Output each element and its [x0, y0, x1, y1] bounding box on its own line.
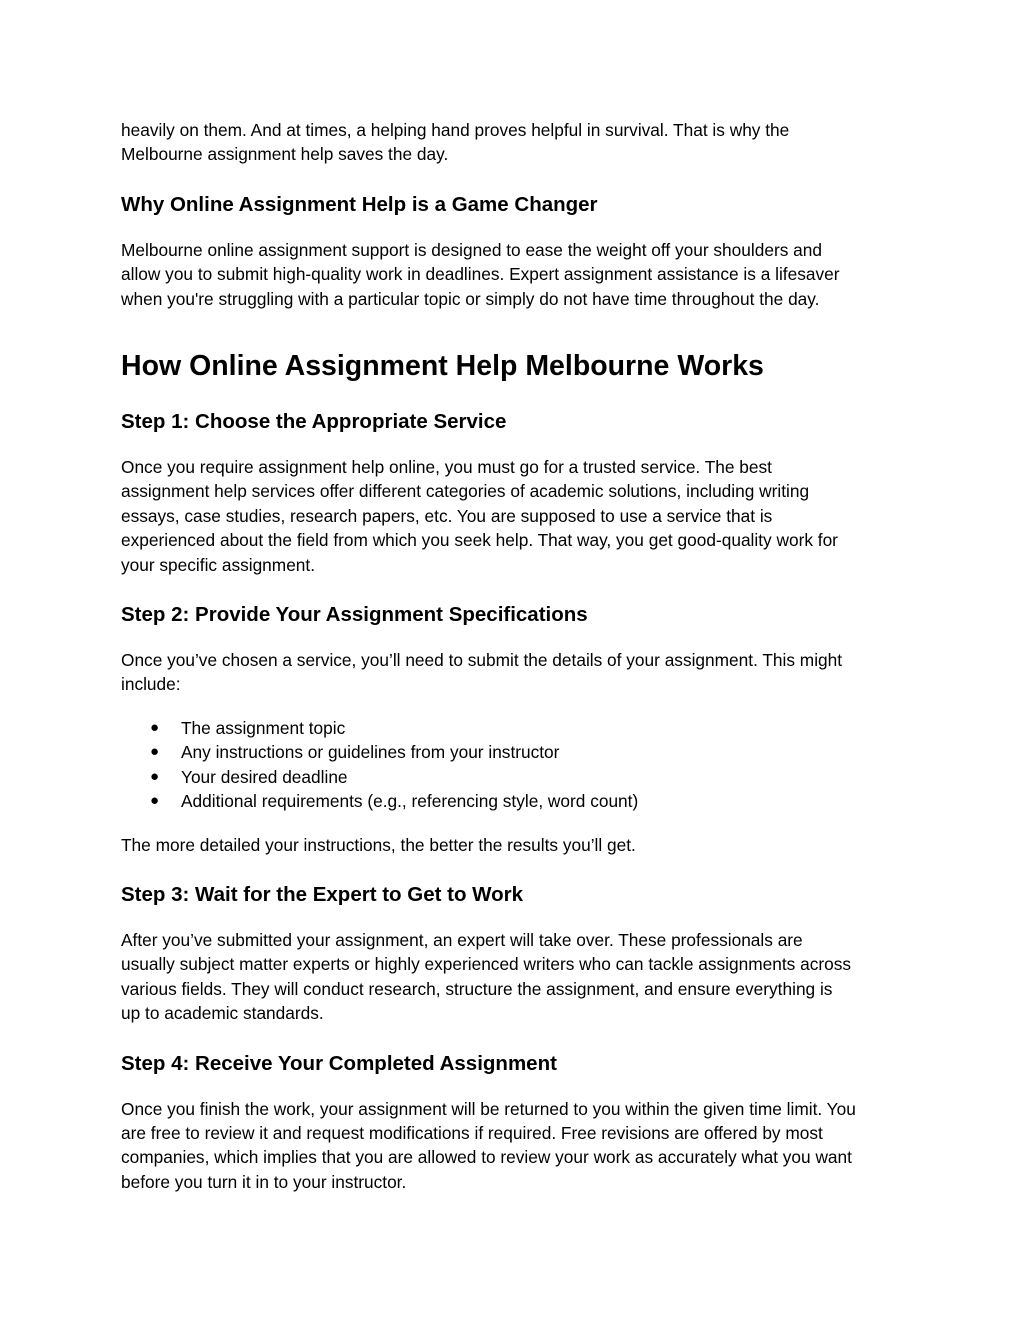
bullet-icon: ● — [150, 792, 160, 810]
game-changer-paragraph — [121, 238, 911, 311]
step2-requirements-list — [121, 716, 911, 814]
section-heading-game-changer: Why Online Assignment Help is a Game Changer — [121, 192, 598, 216]
list-item — [121, 789, 911, 813]
text-line: your specific assignment. — [121, 554, 316, 575]
list-item-text: Your desired deadline — [181, 766, 348, 787]
text-line: Once you finish the work, your assignment will be returned to you within the given time limit. You — [121, 1098, 856, 1119]
list-item — [121, 765, 911, 789]
step4-paragraph — [121, 1097, 911, 1195]
step1-heading: Step 1: Choose the Appropriate Service — [121, 410, 507, 434]
list-item-text: The assignment topic — [181, 717, 346, 738]
text-line: After you’ve submitted your assignment, an expert will take over. These professionals are — [121, 929, 803, 950]
list-item-text: Additional requirements (e.g., referencing style, word count) — [181, 791, 639, 812]
step2-closing-paragraph: The more detailed your instructions, the better the results you’ll get. — [121, 834, 636, 855]
text-line: experienced about the field from which you seek help. That way, you get good-quality work for — [121, 530, 838, 551]
step3-heading: Step 3: Wait for the Expert to Get to Work — [121, 882, 524, 906]
bullet-icon: ● — [150, 743, 160, 761]
text-line: Melbourne assignment help saves the day. — [121, 144, 449, 165]
text-line: heavily on them. And at times, a helping hand proves helpful in survival. That is why the — [121, 120, 790, 140]
step4-heading: Step 4: Receive Your Completed Assignment — [121, 1051, 557, 1075]
step1-paragraph — [121, 455, 911, 577]
bullet-icon: ● — [150, 767, 160, 785]
text-line: allow you to submit high-quality work in deadlines. Expert assignment assistance is a lifesaver — [121, 264, 840, 285]
text-line: are free to review it and request modifications if required. Free revisions are offered by most — [121, 1122, 823, 1143]
text-line: Once you’ve chosen a service, you’ll need to submit the details of your assignment. This might — [121, 650, 843, 671]
list-item — [121, 740, 911, 764]
step2-paragraph — [121, 648, 911, 697]
list-item-text: Any instructions or guidelines from your instructor — [181, 742, 560, 763]
main-heading-how-it-works: How Online Assignment Help Melbourne Works — [121, 350, 764, 383]
step2-heading: Step 2: Provide Your Assignment Specifications — [121, 603, 588, 627]
text-line: when you're struggling with a particular topic or simply do not have time throughout the day. — [121, 288, 820, 309]
text-line: assignment help services offer different categories of academic solutions, including writing — [121, 481, 810, 502]
text-line: include: — [121, 674, 181, 695]
intro-paragraph — [121, 118, 911, 167]
text-line: before you turn it in to your instructor. — [121, 1171, 407, 1192]
document-page — [121, 118, 911, 1194]
bullet-icon: ● — [150, 718, 160, 736]
list-item — [121, 716, 911, 740]
text-line: various fields. They will conduct research, structure the assignment, and ensure everything is — [121, 978, 833, 999]
text-line: essays, case studies, research papers, etc. You are supposed to use a service that is — [121, 505, 773, 526]
text-line: companies, which implies that you are allowed to review your work as accurately what you want — [121, 1147, 852, 1168]
step3-paragraph — [121, 928, 911, 1026]
text-line: Melbourne online assignment support is designed to ease the weight off your shoulders and — [121, 239, 822, 260]
text-line: Once you require assignment help online, you must go for a trusted service. The best — [121, 457, 772, 478]
text-line: usually subject matter experts or highly experienced writers who can tackle assignments across — [121, 954, 851, 975]
text-line: up to academic standards. — [121, 1003, 324, 1024]
